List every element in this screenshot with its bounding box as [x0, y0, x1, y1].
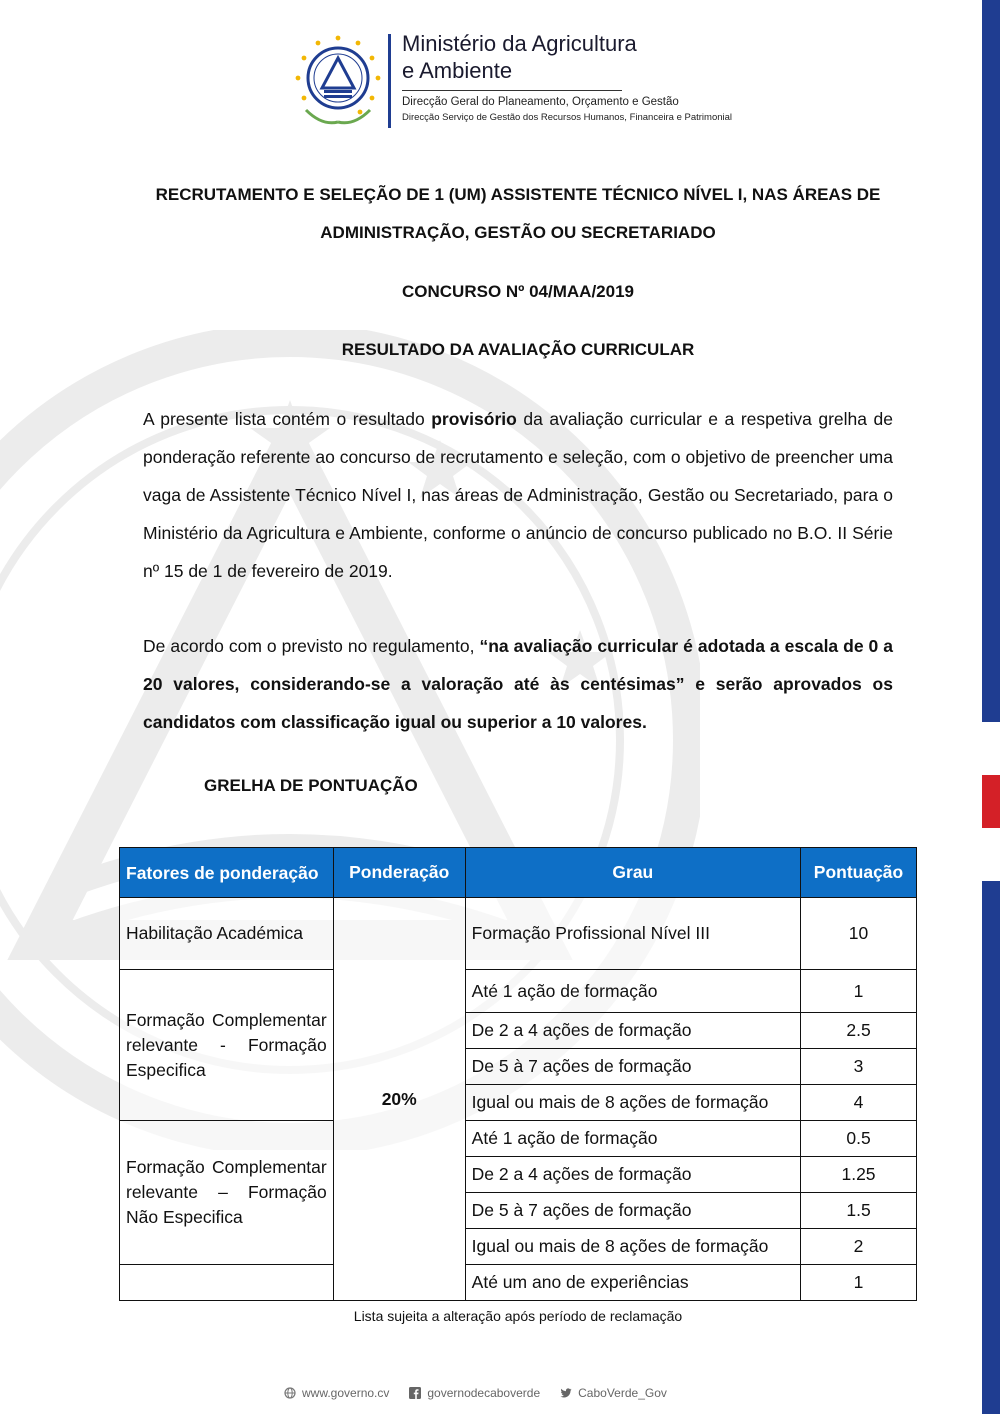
pontuacao-cell: 2.5 — [801, 1013, 917, 1049]
pontuacao-cell: 1 — [801, 970, 917, 1013]
ministry-name-line2: e Ambiente — [402, 58, 513, 83]
pontuacao-cell: 1.5 — [801, 1193, 917, 1229]
title-line1: RECRUTAMENTO E SELEÇÃO DE 1 (UM) ASSISTENTE TÉCNICO NÍVEL I, NAS ÁREAS DE — [155, 185, 881, 204]
intro-paragraph — [143, 400, 893, 590]
edge-bar-blue-bottom — [982, 881, 1000, 1414]
ponderacao-value: 20% — [333, 898, 465, 1301]
header-ponderacao: Ponderação — [333, 848, 465, 898]
regulation-paragraph — [143, 627, 893, 741]
grelha-heading: GRELHA DE PONTUAÇÃO — [204, 776, 418, 795]
grau-cell: Até 1 ação de formação — [465, 970, 800, 1013]
title-line2: ADMINISTRAÇÃO, GESTÃO OU SECRETARIADO — [320, 223, 716, 242]
document-title — [140, 176, 896, 252]
ministry-name — [402, 30, 637, 84]
facebook-link[interactable]: governodecaboverde — [427, 1386, 541, 1400]
header-grau: Grau — [465, 848, 800, 898]
scoring-table — [119, 847, 917, 1301]
fator-empty-cell — [120, 1265, 334, 1301]
edge-bar-red — [982, 775, 1000, 828]
twitter-icon — [560, 1387, 572, 1399]
grau-cell: Até um ano de experiências — [465, 1265, 800, 1301]
coat-of-arms-icon — [292, 32, 384, 128]
table-row — [120, 1121, 917, 1157]
letterhead — [292, 30, 752, 130]
intro-text-start: A presente lista contém o resultado — [143, 409, 432, 429]
header-fatores: Fatores de ponderação — [120, 848, 334, 898]
grau-cell: Até 1 ação de formação — [465, 1121, 800, 1157]
table-row — [120, 1265, 917, 1301]
grau-cell: De 2 a 4 ações de formação — [465, 1013, 800, 1049]
ministry-name-line1: Ministério da Agricultura — [402, 31, 637, 56]
intro-text-end: da avaliação curricular e a respetiva grelha de ponderação referente ao concurso de recrutamento e seleção, com o objetivo de preencher uma vaga de Assistente Técnico Nível I, nas áreas de Administração, Gestão ou Secretariado, para o Ministério da Agricultura e Ambiente, conforme o anúncio de concurso publicado no B.O. II Série nº 15 de 1 de fevereiro de 2019. — [143, 409, 894, 581]
fator-habilitacao: Habilitação Académica — [120, 898, 334, 970]
intro-text-bold: provisório — [431, 409, 517, 429]
resultado-heading: RESULTADO DA AVALIAÇÃO CURRICULAR — [341, 340, 695, 359]
grau-cell: Formação Profissional Nível III — [465, 898, 800, 970]
service-name: Direcção Serviço de Gestão dos Recursos Humanos, Financeira e Patrimonial — [402, 112, 733, 123]
facebook-icon — [409, 1387, 421, 1399]
pontuacao-cell: 1 — [801, 1265, 917, 1301]
grau-cell: De 5 à 7 ações de formação — [465, 1193, 800, 1229]
twitter-link[interactable]: CaboVerde_Gov — [578, 1386, 667, 1400]
directorate-name: Direcção Geral do Planeamento, Orçamento e Gestão — [402, 96, 679, 108]
table-row — [120, 970, 917, 1013]
letterhead-rule — [402, 90, 622, 91]
regulation-text-start: De acordo com o previsto no regulamento, — [143, 636, 480, 656]
pontuacao-cell: 1.25 — [801, 1157, 917, 1193]
table-row — [120, 898, 917, 970]
fator-formacao-especifica: Formação Complementar relevante - Formação Especifica — [120, 970, 334, 1121]
globe-icon — [284, 1387, 296, 1399]
table-note: Lista sujeita a alteração após período de reclamação — [353, 1308, 683, 1324]
grau-cell: De 2 a 4 ações de formação — [465, 1157, 800, 1193]
table-header-row — [120, 848, 917, 898]
letterhead-divider — [388, 34, 391, 128]
pontuacao-cell: 4 — [801, 1085, 917, 1121]
regulation-text-bold: “na avaliação curricular é adotada a escala de 0 a 20 valores, considerando-se a valoração até às centésimas” e serão aprovados os candidatos com classificação igual ou superior a 10 valores. — [143, 636, 893, 732]
pontuacao-cell: 0.5 — [801, 1121, 917, 1157]
edge-bar-blue-top — [982, 0, 1000, 722]
footer-links — [284, 1386, 667, 1400]
website-link[interactable]: www.governo.cv — [302, 1386, 390, 1400]
grau-cell: Igual ou mais de 8 ações de formação — [465, 1085, 800, 1121]
pontuacao-cell: 2 — [801, 1229, 917, 1265]
header-pontuacao: Pontuação — [801, 848, 917, 898]
grau-cell: De 5 à 7 ações de formação — [465, 1049, 800, 1085]
pontuacao-cell: 3 — [801, 1049, 917, 1085]
fator-formacao-nao-especifica: Formação Complementar relevante – Formação Não Especifica — [120, 1121, 334, 1265]
grau-cell: Igual ou mais de 8 ações de formação — [465, 1229, 800, 1265]
concurso-number: CONCURSO Nº 04/MAA/2019 — [402, 282, 634, 301]
pontuacao-cell: 10 — [801, 898, 917, 970]
